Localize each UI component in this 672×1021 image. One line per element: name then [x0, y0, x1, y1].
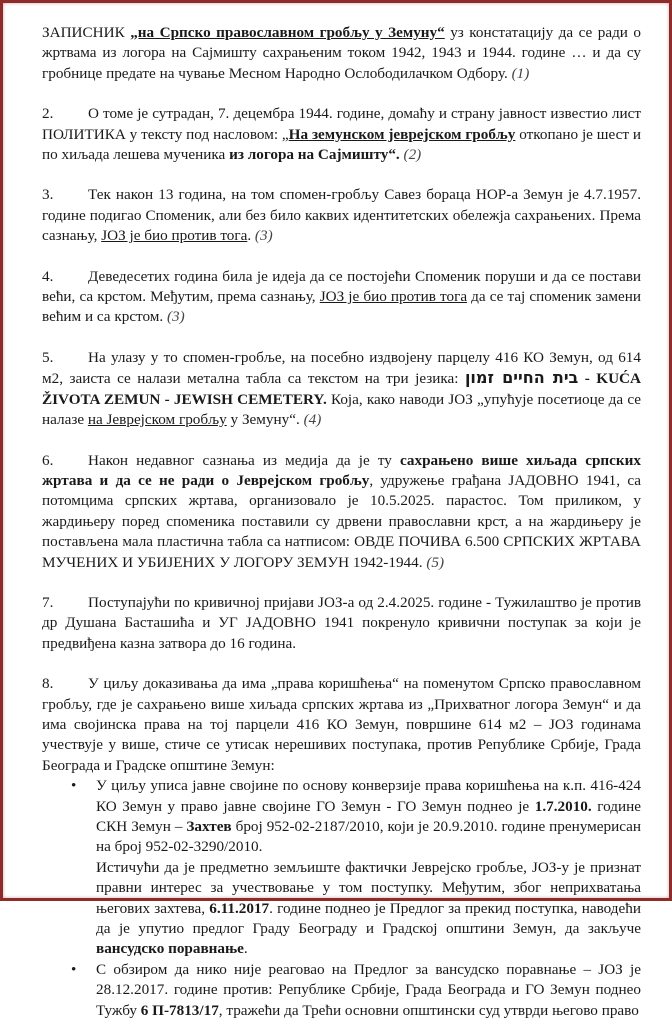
- numbered-paragraph-8: [42, 674, 641, 776]
- footnote-ref: (1): [511, 64, 530, 82]
- bold-date: 6.11.2017: [209, 899, 270, 917]
- paragraph-number: 6.: [42, 451, 54, 469]
- paragraph-text: Тек након 13 година, на том спомен-гробљу Савез бораца НОР-а Земун је 4.7.1957. године подигао Споменик, али без било каквих идентитетских обележја сахрањених. Према сазнању,: [42, 186, 641, 245]
- paragraph-text: На улазу у то спомен-гробље, на посебно издвојену парцелу 416 КО Земун, од 614 м2, заиста се налази метална табла са текстом на три језика:: [42, 348, 641, 388]
- paragraph-text: да се тај споменик замени већим и са крстом.: [42, 288, 641, 326]
- paragraph-number: 7.: [42, 593, 54, 611]
- bold-text: из логора на Сајмишту“.: [229, 146, 400, 164]
- bullet-text: [96, 776, 641, 858]
- hebrew-inscription: בית החיים זמון: [464, 368, 579, 388]
- paragraph-number: 5.: [42, 348, 54, 366]
- bold-case-number: 6 П-7813/17: [140, 1001, 219, 1019]
- footnote-ref: (2): [403, 146, 422, 164]
- bullet-text-part: . године поднео је Предлог за прекид поступка, наводећи да је упутио предлог Граду Београду и Градској општини Земун, да закључе: [96, 899, 641, 938]
- quoted-headline: На земунском јеврејском гробљу: [288, 125, 516, 143]
- bullet-text: [96, 960, 641, 1021]
- paragraph-number: 3.: [42, 186, 54, 204]
- numbered-paragraph-5: [42, 348, 641, 431]
- footnote-ref: (3): [254, 227, 273, 245]
- bullet-text-part: С обзиром да нико није реаговао на Предлог за вансудско поравнање – ЈОЗ је 28.12.2017. године против: Републике Србије, Града Београда и ГО Земун поднео Тужбу: [96, 960, 641, 1019]
- numbered-paragraph-7: [42, 593, 641, 654]
- footnote-ref: (5): [426, 553, 445, 571]
- bold-text: Захтев: [186, 818, 232, 835]
- paragraph-number: 8.: [42, 675, 54, 693]
- paragraph-number: 4.: [42, 267, 54, 285]
- paragraph-text: .: [247, 227, 255, 245]
- paragraph-text: у Земуну“.: [226, 411, 304, 429]
- bullet-item-1: [42, 776, 641, 960]
- bullet-continuation: [96, 858, 641, 960]
- bullet-list: [42, 776, 641, 1021]
- bullet-text-part: број 952-02-2187/2010, који је 20.9.2010. године пренумерисан на број 952-02-3290/2010.: [96, 818, 641, 856]
- underlined-text: ЈОЗ је био против тога: [101, 227, 248, 245]
- numbered-paragraph-3: [42, 185, 641, 246]
- bold-inscription: - KUĆA ŽIVOTA ZEMUN - JEWISH CEMETERY.: [42, 370, 641, 408]
- intro-text-start: ЗАПИСНИК: [42, 24, 131, 41]
- paragraph-text: , удружење грађана ЈАДОВНО 1941, са потомцима српских жртава, организовало је 10.5.2025. парастос. Том приликом, у жардињеру поред споменика поставили су дрвени православни крст, а на жардињеру је постављена мала пластична табла са натписом: ОВДЕ ПОЧИВА 6.500 СРПСКИХ ЖРТАВА МУЧЕНИХ И УБИЈЕНИХ У ЛОГОРУ ЗЕМУН 1942-1944.: [42, 471, 641, 571]
- paragraph-number: 2.: [42, 105, 54, 123]
- bold-text: вансудско поравнање: [96, 940, 244, 958]
- bullet-text-part: .: [243, 940, 248, 958]
- bullet-text-part: У циљу уписа јавне својине по основу конверзије права коришћења на к.п. 416-424 КО Земун у право јавне својине ГО Земун - ГО Земун поднео је: [96, 777, 641, 815]
- footnote-ref: (4): [303, 411, 322, 429]
- bullet-item-2: [42, 960, 641, 1021]
- intro-paragraph: [42, 23, 641, 84]
- paragraph-text: У циљу доказивања да има „права коришћења“ на поменутом Српско православном гробљу, где је сахрањено више хиљада српских жртава из „Прихватног логора Земун“ и да има својинска права на тој парцели 416 КО Земун, површине 614 м2 – ЈОЗ годинама учествује у више, стиче се утисак нерешивих поступака, против Републике Србије, Града Београда и Градске општине Земун:: [42, 675, 641, 774]
- paragraph-text: Која, како наводи ЈОЗ „упућује посетиоце да се налазе: [42, 390, 641, 429]
- paragraph-text: О томе је сутрадан, 7. децембра 1944. године, домаћу и страну јавност известио лист ПОЛИТИКА у тексту под насловом: „: [42, 105, 641, 143]
- paragraph-text: Поступајући по кривичној пријави ЈОЗ-а од 2.4.2025. године - Тужилаштво је против др Душана Басташића и УГ ЈАДОВНО 1941 покренуло кривични поступак за који је предвиђена казна затвора до 16 година.: [42, 593, 641, 652]
- underlined-text: на Јеврејском гробљу: [87, 411, 227, 429]
- bold-date: 1.7.2010.: [534, 797, 592, 815]
- numbered-paragraph-4: [42, 267, 641, 328]
- paragraph-text: Деведесетих година била је идеја да се постојећи Споменик поруши и да се постави већи, са крстом. Међутим, према сазнању,: [42, 267, 641, 306]
- paragraph-text: Након недавног сазнања из медија да је ту: [88, 451, 400, 469]
- intro-text: уз констатацију да се ради о жртвама из логора на Сајмишту сахрањеним током 1942, 1943 и 1944. године … и да су гробнице предате на чување Месном Народно Ослободилачком Одбору.: [42, 24, 642, 82]
- numbered-paragraph-2: [42, 104, 641, 165]
- footnote-ref: (3): [167, 308, 185, 326]
- bullet-text-part: Истичући да је предметно земљиште фактички Јеврејско гробље, ЈОЗ-у је признат правни интерес за учествовање у том поступку. Међутим, због неприхватања његових захтева,: [96, 858, 641, 917]
- bullet-text-part: године СКН Земун –: [96, 797, 641, 835]
- underlined-text: ЈОЗ је био против тога: [319, 288, 468, 306]
- bullet-icon: •: [71, 777, 77, 795]
- bold-text: сахрањено више хиљада српских жртава и да се не ради о Јеврејском гробљу: [42, 451, 641, 489]
- bullet-text-part: , тражећи да Трећи основни општински суд утврди његово право: [218, 1001, 639, 1019]
- paragraph-text: откопано је шест и по хиљада лешева мученика: [42, 125, 641, 164]
- bullet-icon: •: [71, 960, 77, 978]
- numbered-paragraph-6: [42, 451, 641, 573]
- intro-title-emphasis: „на Српско православном гробљу у Земуну“: [130, 24, 445, 41]
